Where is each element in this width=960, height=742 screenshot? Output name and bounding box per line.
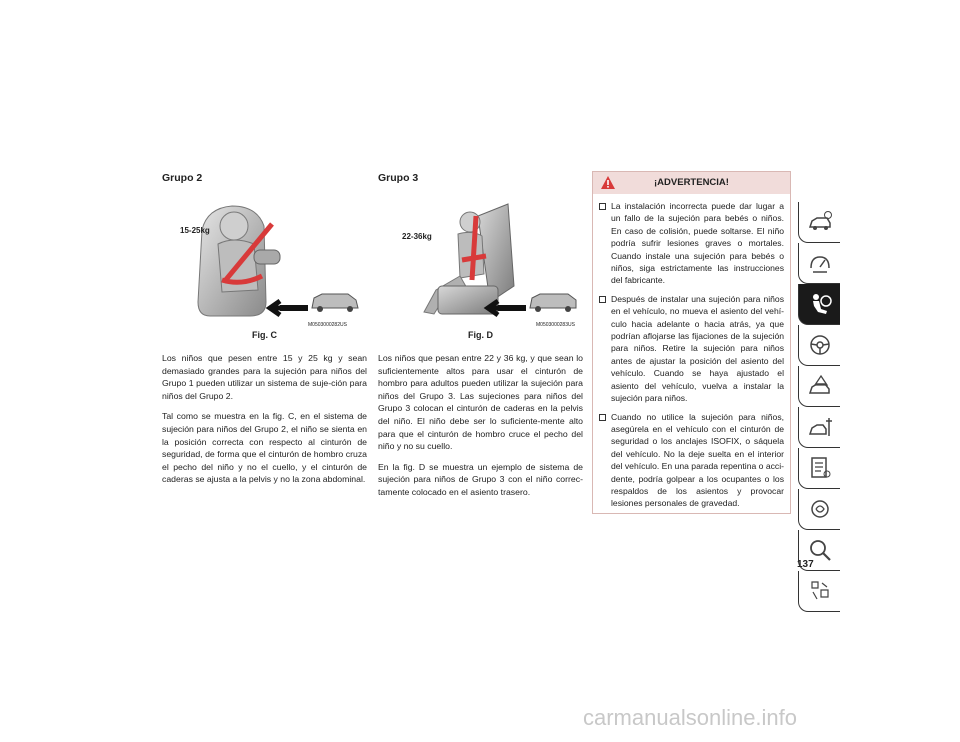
group3-paragraph-1: Los niños que pesan entre 22 y 36 kg, y que sean lo suficientemente altos para usar el cinturón de hombro para adultos pueden utilizar la sujeción para niños del Grupo 3. Las sujeciones para niños del Grupo 3 colocan el cinturón de caderas en la pelvis del niño. El niño debe ser lo suficiente-mente alto para que el cinturón de hombro cruce el pecho del niño y no su cuello. — [378, 353, 583, 452]
group3-heading: Grupo 3 — [378, 172, 419, 184]
group2-figure-caption: Fig. C — [252, 330, 277, 340]
group3-figure-caption: Fig. D — [468, 330, 493, 340]
bullet-box-icon — [599, 203, 606, 210]
tab-steering[interactable] — [798, 325, 840, 366]
tab-safety[interactable] — [798, 284, 840, 325]
group2-paragraph-2: Tal como se muestra en la fig. C, en el sistema de sujeción para niños del Grupo 2, el niño se sienta en la posición correcta con respecto al cinturón de seguridad, de forma que el cinturón de hombro cruza el pecho del niño y no el cuello, y el cinturón de caderas se ajusta a la pelvis y no la zona abdominal. — [162, 411, 367, 485]
warning-box — [592, 171, 791, 514]
tab-car-service[interactable] — [798, 407, 840, 448]
car-service-icon — [807, 414, 833, 440]
multimedia-icon — [807, 496, 833, 522]
car-info-icon — [807, 209, 833, 235]
page-number: 137 — [797, 559, 814, 570]
group3-paragraph-2: En la fig. D se muestra un ejemplo de sistema de sujeción para niños de Grupo 3 con el niño correc-tamente colocado en el asiento trasero. — [378, 461, 583, 497]
warning-item-text: La instalación incorrecta puede dar lugar a un fallo de la sujeción para bebés o niños. En caso de colisión, puede soltarse. El niño podría sufrir lesiones graves o mortales. Cuando instale una sujeción para bebés o niños, siga estrictamente las instrucciones del fabricante. — [611, 201, 784, 286]
tab-multimedia[interactable] — [798, 489, 840, 530]
language-icon — [807, 578, 833, 604]
watermark: carmanualsonline.info — [583, 705, 798, 730]
warning-item — [599, 200, 784, 287]
bullet-box-icon — [599, 414, 606, 421]
side-tab-navigation — [798, 202, 840, 612]
tab-specifications[interactable] — [798, 448, 840, 489]
group3-illustration — [378, 190, 583, 328]
warning-header — [593, 172, 790, 194]
tab-dashboard[interactable] — [798, 243, 840, 284]
warning-item-text: Cuando no utilice la sujeción para niños, asegúrela en el vehículo con el cinturón de seguridad o los anclajes ISOFIX, o sáquela del vehículo. No la deje suelta en el interior del vehículo. En una parada repentina o acci-dente, podría golpear a los ocupantes o los respaldos de los asientos y provocar lesiones personales de gravedad. — [611, 411, 784, 509]
dashboard-icon — [807, 250, 833, 276]
safety-airbag-icon — [807, 291, 833, 317]
warning-title: ¡ADVERTENCIA! — [654, 177, 729, 188]
group3-figure — [378, 190, 583, 328]
group2-weight-label: 15-25kg — [180, 226, 210, 235]
group3-figure-code: M0503000283US — [536, 322, 575, 328]
warning-item-text: Después de instalar una sujeción para niños en el vehículo, no mueva el asiento del vehí-culo hacia adelante o hacia atrás, ya que podrían aflojarse las fijaciones de la sujeción para niños. Retire la sujeción para niños antes de ajustar la posición del asiento del vehículo. Cuando se haya ajustado el asiento del vehículo, vuelva a instalar la sujeción para niños. — [611, 293, 784, 404]
tab-car-info[interactable] — [798, 202, 840, 243]
group3-column — [378, 172, 583, 507]
group3-weight-label: 22-36kg — [402, 232, 432, 241]
bullet-box-icon — [599, 296, 606, 303]
group2-column — [162, 172, 367, 494]
group2-figure-code: M0503000282US — [308, 322, 347, 328]
group2-illustration — [162, 190, 367, 328]
car-warning-icon — [807, 373, 833, 399]
group2-figure — [162, 190, 367, 328]
tab-language[interactable] — [798, 571, 840, 612]
specifications-icon — [807, 455, 833, 481]
group2-heading: Grupo 2 — [162, 172, 203, 184]
warning-item — [599, 293, 784, 405]
warning-item — [599, 411, 784, 510]
group2-paragraph-1: Los niños que pesen entre 15 y 25 kg y sean demasiado grandes para la sujeción para niños del Grupo 1 pueden utilizar un sistema de suje-ción para niños del Grupo 2. — [162, 353, 367, 401]
tab-car-warning[interactable] — [798, 366, 840, 407]
steering-wheel-icon — [807, 332, 833, 358]
